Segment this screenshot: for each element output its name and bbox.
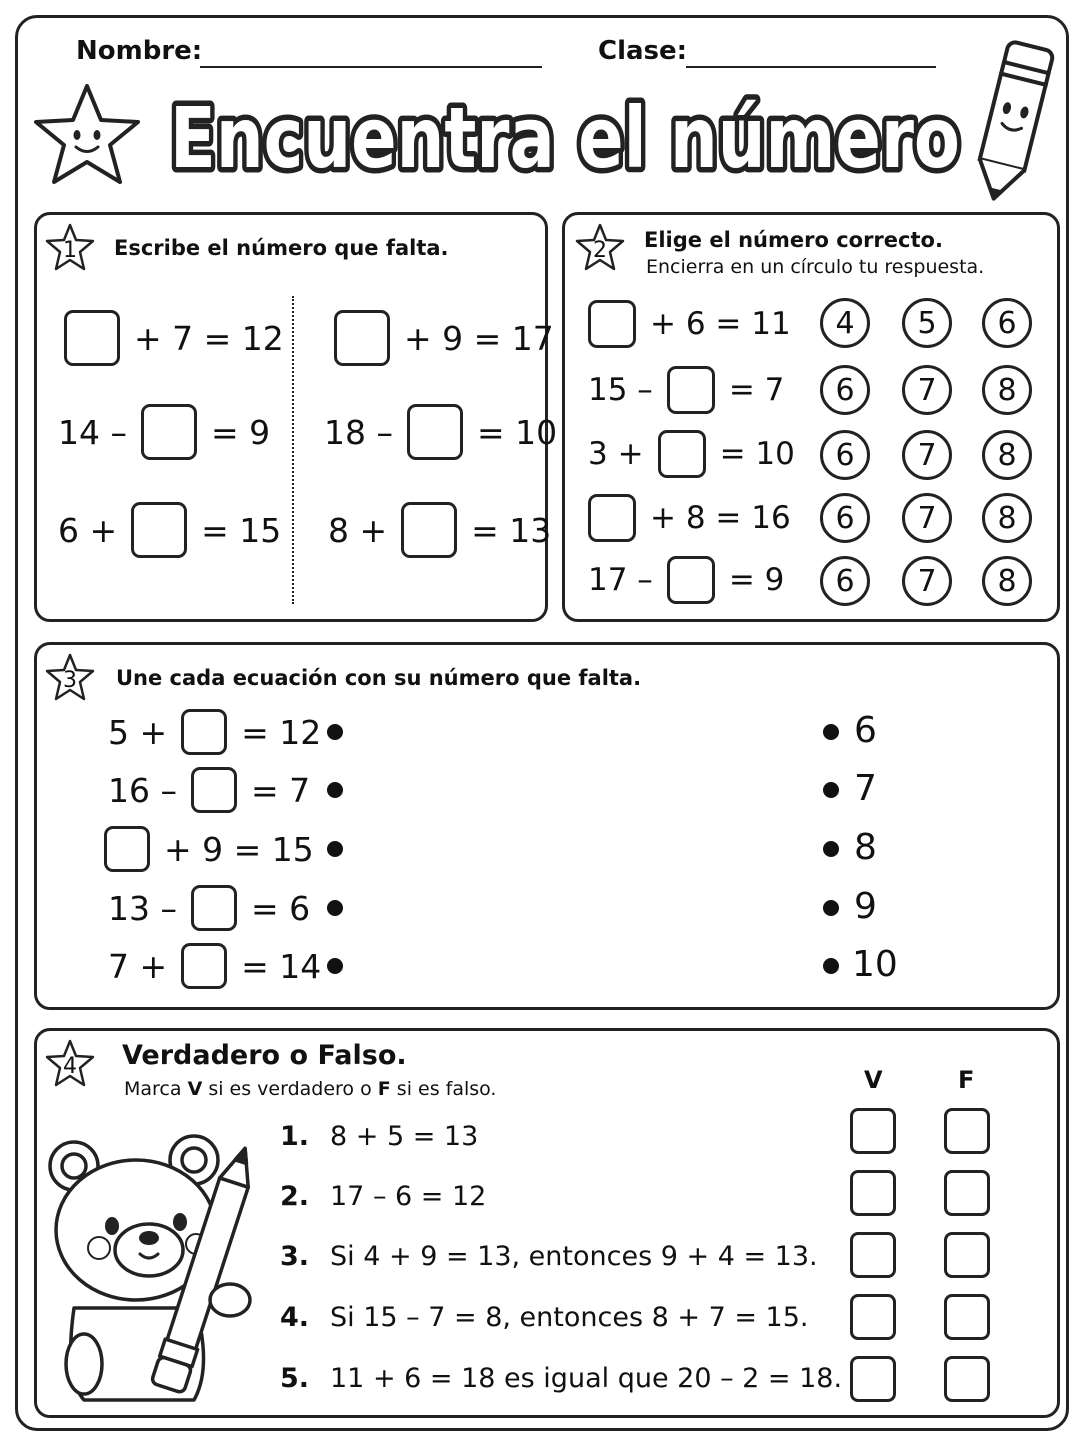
match-dot-left[interactable]: [327, 958, 343, 974]
sub-f-letter: F: [377, 1078, 391, 1100]
section-3-equation: [108, 709, 321, 755]
statement-number: 5.: [280, 1363, 310, 1394]
equation-suffix: = 9: [210, 412, 271, 452]
column-v-header: V: [864, 1066, 883, 1094]
bear-with-pencil-icon: [44, 1138, 254, 1408]
section-3-equation: [104, 826, 314, 872]
match-dot-right[interactable]: [823, 958, 839, 974]
section-1-equation: [328, 502, 551, 558]
answer-number: 9: [854, 886, 877, 927]
section-2-equation: [588, 556, 784, 604]
equation-suffix: + 6 = 11: [650, 306, 791, 342]
answer-number: 8: [854, 827, 877, 868]
choice-circle[interactable]: 4: [820, 298, 870, 348]
false-checkbox[interactable]: [944, 1356, 990, 1402]
choice-circle[interactable]: 6: [820, 556, 870, 606]
section-3-instruction: Une cada ecuación con su número que falta.: [116, 666, 642, 690]
choice-circle[interactable]: 7: [902, 365, 952, 415]
section-1-divider: [292, 296, 294, 604]
section-1-instruction: Escribe el número que falta.: [114, 236, 449, 260]
equation-suffix: = 12: [241, 712, 322, 752]
equation-suffix: = 6: [250, 888, 311, 928]
section-4-sub-instruction: [124, 1078, 496, 1100]
section-2-equation: [588, 366, 784, 414]
statement-text: 17 – 6 = 12: [330, 1181, 487, 1212]
section-1-equation: [334, 310, 554, 366]
answer-box[interactable]: [181, 709, 227, 755]
answer-number: 6: [854, 710, 877, 751]
choice-circle[interactable]: 7: [902, 556, 952, 606]
answer-box[interactable]: [334, 310, 390, 366]
statement-number: 4.: [280, 1302, 310, 1333]
section-4-number: 4: [63, 1054, 77, 1079]
section-2-number: 2: [593, 238, 607, 263]
statement-text: Si 4 + 9 = 13, entonces 9 + 4 = 13.: [330, 1241, 818, 1272]
answer-box[interactable]: [588, 494, 636, 542]
equation-suffix: = 15: [201, 510, 282, 550]
equation-suffix: + 8 = 16: [650, 500, 791, 536]
answer-box[interactable]: [104, 826, 150, 872]
answer-number: 10: [852, 944, 898, 985]
name-label: Nombre:: [76, 36, 203, 66]
true-checkbox[interactable]: [850, 1294, 896, 1340]
choice-circle[interactable]: 8: [982, 430, 1032, 480]
sub-text: si es falso.: [390, 1078, 497, 1100]
equation-prefix: 17 –: [588, 562, 653, 598]
section-1-equation: [64, 310, 284, 366]
class-field[interactable]: [686, 66, 936, 68]
choice-circle[interactable]: 8: [982, 556, 1032, 606]
match-dot-left[interactable]: [327, 782, 343, 798]
equation-prefix: 5 +: [108, 712, 168, 752]
equation-prefix: 14 –: [58, 412, 127, 452]
match-dot-left[interactable]: [327, 724, 343, 740]
true-checkbox[interactable]: [850, 1108, 896, 1154]
section-1-equation: [58, 502, 281, 558]
true-checkbox[interactable]: [850, 1232, 896, 1278]
statement-number: 1.: [280, 1121, 310, 1152]
true-checkbox[interactable]: [850, 1356, 896, 1402]
statement-text: Si 15 – 7 = 8, entonces 8 + 7 = 15.: [330, 1302, 809, 1333]
answer-box[interactable]: [588, 300, 636, 348]
equation-suffix: = 14: [241, 946, 322, 986]
section-3-equation: [108, 943, 321, 989]
pencil-mascot-icon: [966, 36, 1061, 206]
answer-box[interactable]: [667, 366, 715, 414]
true-false-statement: [280, 1302, 808, 1333]
name-field[interactable]: [200, 66, 542, 68]
section-2-equation: [588, 494, 791, 542]
equation-suffix: = 10: [719, 436, 795, 472]
column-f-header: F: [958, 1066, 975, 1094]
choice-circle[interactable]: 7: [902, 430, 952, 480]
choice-circle[interactable]: 7: [902, 493, 952, 543]
match-dot-left[interactable]: [327, 841, 343, 857]
section-2-instruction: Elige el número correcto.: [644, 228, 943, 252]
statement-number: 3.: [280, 1241, 310, 1272]
true-false-statement: [280, 1241, 818, 1272]
equation-prefix: 15 –: [588, 372, 653, 408]
section-1-equation: [58, 404, 270, 460]
match-dot-right[interactable]: [823, 724, 839, 740]
section-3-equation: [108, 885, 310, 931]
section-2-equation: [588, 430, 795, 478]
section-4-title: Verdadero o Falso.: [122, 1040, 407, 1071]
choice-circle[interactable]: 8: [982, 365, 1032, 415]
equation-suffix: = 13: [471, 510, 552, 550]
star-number-icon: [574, 222, 626, 272]
section-3-equation: [108, 767, 310, 813]
choice-circle[interactable]: 8: [982, 493, 1032, 543]
answer-box[interactable]: [401, 502, 457, 558]
match-dot-right[interactable]: [823, 782, 839, 798]
star-mascot-icon: [30, 80, 145, 192]
choice-circle[interactable]: 5: [902, 298, 952, 348]
section-2-sub-instruction: Encierra en un círculo tu respuesta.: [646, 256, 985, 278]
star-number-icon: [44, 222, 96, 272]
choice-circle[interactable]: 6: [820, 493, 870, 543]
equation-suffix: + 9 = 15: [164, 829, 314, 869]
match-dot-right[interactable]: [823, 841, 839, 857]
page-title-text: Encuentra el número: [170, 89, 960, 187]
choice-circle[interactable]: 6: [820, 430, 870, 480]
answer-box[interactable]: [191, 885, 237, 931]
equation-suffix: + 9 = 17: [404, 318, 554, 358]
sub-text: Marca: [124, 1078, 188, 1100]
false-checkbox[interactable]: [944, 1170, 990, 1216]
section-2-equation: [588, 300, 791, 348]
equation-prefix: 13 –: [108, 888, 177, 928]
equation-prefix: 16 –: [108, 770, 177, 810]
section-3-number: 3: [63, 668, 77, 693]
answer-number: 7: [854, 768, 877, 809]
choice-circle[interactable]: 6: [820, 365, 870, 415]
false-checkbox[interactable]: [944, 1232, 990, 1278]
equation-suffix: = 7: [250, 770, 311, 810]
choice-circle[interactable]: 6: [982, 298, 1032, 348]
answer-box[interactable]: [658, 430, 706, 478]
equation-suffix: = 10: [476, 412, 558, 452]
equation-prefix: 7 +: [108, 946, 168, 986]
answer-box[interactable]: [64, 310, 120, 366]
answer-box[interactable]: [191, 767, 237, 813]
equation-prefix: 3 +: [588, 436, 644, 472]
false-checkbox[interactable]: [944, 1108, 990, 1154]
true-false-statement: [280, 1363, 842, 1394]
section-1-equation: [324, 404, 557, 460]
star-number-icon: [44, 652, 96, 702]
equation-prefix: 8 +: [328, 510, 388, 550]
answer-box[interactable]: [141, 404, 197, 460]
match-dot-right[interactable]: [823, 900, 839, 916]
answer-box[interactable]: [407, 404, 463, 460]
equation-prefix: 6 +: [58, 510, 118, 550]
false-checkbox[interactable]: [944, 1294, 990, 1340]
equation-suffix: = 9: [728, 562, 785, 598]
equation-suffix: + 7 = 12: [134, 318, 284, 358]
equation-suffix: = 7: [728, 372, 785, 408]
sub-v-letter: V: [187, 1078, 203, 1100]
equation-prefix: 18 –: [324, 412, 393, 452]
statement-number: 2.: [280, 1181, 310, 1212]
star-number-icon: [44, 1038, 96, 1088]
true-false-statement: [280, 1121, 478, 1152]
class-label: Clase:: [598, 36, 688, 66]
sub-text: si es verdadero o: [202, 1078, 378, 1100]
true-false-statement: [280, 1181, 486, 1212]
answer-box[interactable]: [131, 502, 187, 558]
match-dot-left[interactable]: [327, 900, 343, 916]
true-checkbox[interactable]: [850, 1170, 896, 1216]
statement-text: 11 + 6 = 18 es igual que 20 – 2 = 18.: [330, 1363, 843, 1394]
answer-box[interactable]: [667, 556, 715, 604]
answer-box[interactable]: [181, 943, 227, 989]
page-title: [160, 82, 970, 192]
section-1-number: 1: [63, 238, 77, 263]
statement-text: 8 + 5 = 13: [330, 1121, 479, 1152]
